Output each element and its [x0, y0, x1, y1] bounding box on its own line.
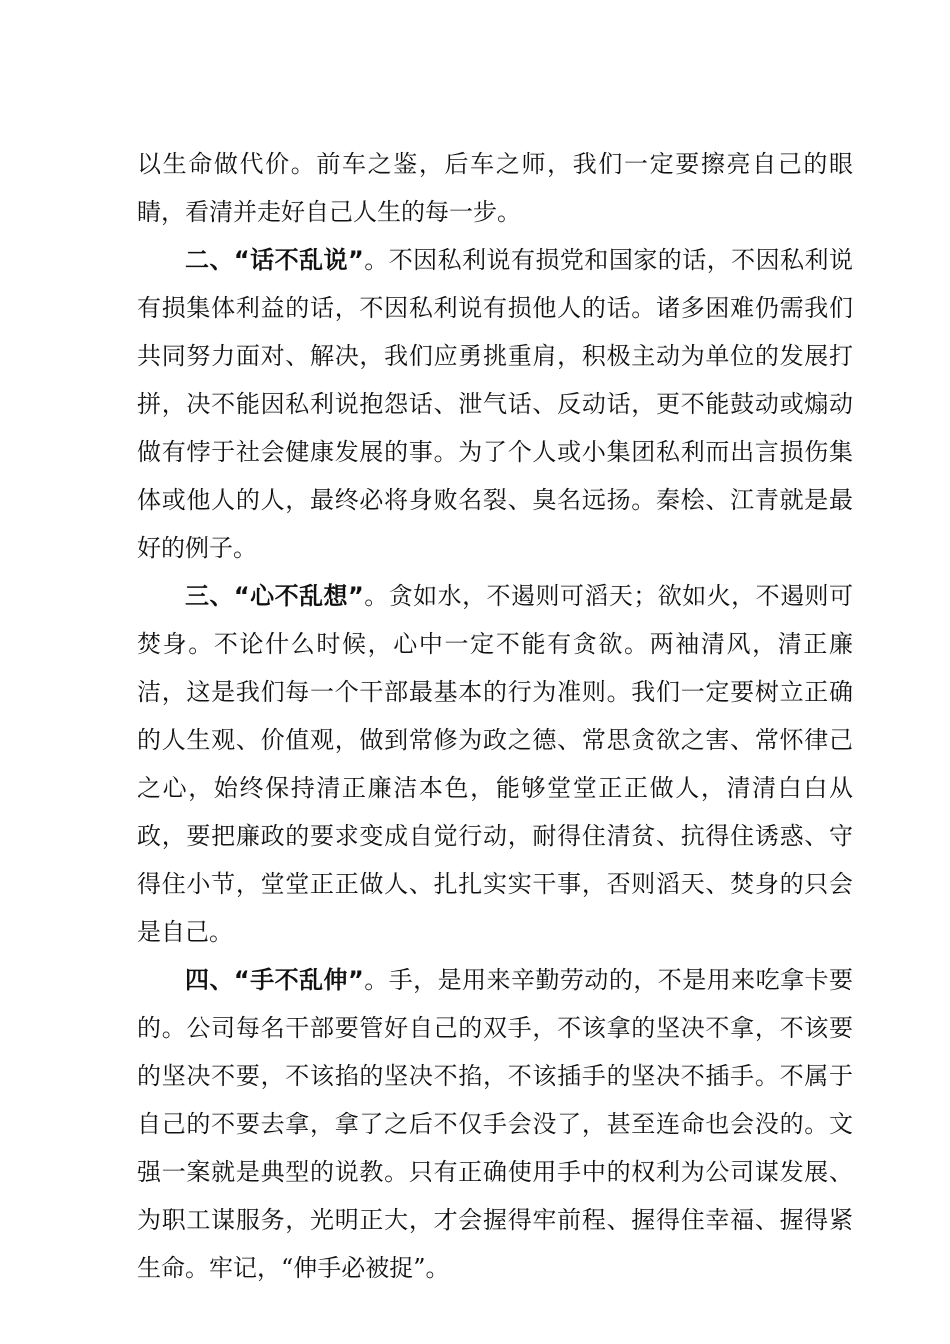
section-heading-hand: 四、“手不乱伸” — [185, 966, 364, 994]
document-body — [137, 140, 853, 1292]
paragraph-text: 。贪如水，不遏则可滔天；欲如火，不遏则可焚身。不论什么时候，心中一定不能有贪欲。两袖清风，清正廉洁，这是我们每一个干部最基本的行为准则。我们一定要树立正确的人生观、价值观，做到常修为政之德、常思贪欲之害、常怀律己之心，始终保持清正廉洁本色，能够堂堂正正做人，清清白白从政，要把廉政的要求变成自觉行动，耐得住清贫、抗得住诱惑、守得住小节，堂堂正正做人、扎扎实实干事，否则滔天、焚身的只会是自己。 — [137, 582, 854, 946]
paragraph-continuation — [137, 140, 853, 236]
paragraph-text: 。手，是用来辛勤劳动的，不是用来吃拿卡要的。公司每名干部要管好自己的双手，不该拿的坚决不拿，不该要的坚决不要，不该掐的坚决不掐，不该插手的坚决不插手。不属于自己的不要去拿，拿了之后不仅手会没了，甚至连命也会没的。文强一案就是典型的说教。只有正确使用手中的权利为公司谋发展、为职工谋服务，光明正大，才会握得牢前程、握得住幸福、握得紧生命。牢记，“伸手必被捉”。 — [137, 966, 854, 1282]
paragraph-speech — [137, 236, 853, 572]
paragraph-text: 。不因私利说有损党和国家的话，不因私利说有损集体利益的话，不因私利说有损他人的话。诸多困难仍需我们共同努力面对、解决，我们应勇挑重肩，积极主动为单位的发展打拼，决不能因私利说抱怨话、泄气话、反动话，更不能鼓动或煽动做有悖于社会健康发展的事。为了个人或小集团私利而出言损伤集体或他人的人，最终必将身败名裂、臭名远扬。秦桧、江青就是最好的例子。 — [137, 246, 854, 562]
paragraph-text: 以生命做代价。前车之鉴，后车之师，我们一定要擦亮自己的眼睛，看清并走好自己人生的每一步。 — [137, 150, 853, 226]
section-heading-mind: 三、“心不乱想” — [185, 582, 364, 610]
paragraph-hand — [137, 956, 853, 1292]
paragraph-mind — [137, 572, 853, 956]
section-heading-speech: 二、“话不乱说” — [185, 246, 364, 274]
